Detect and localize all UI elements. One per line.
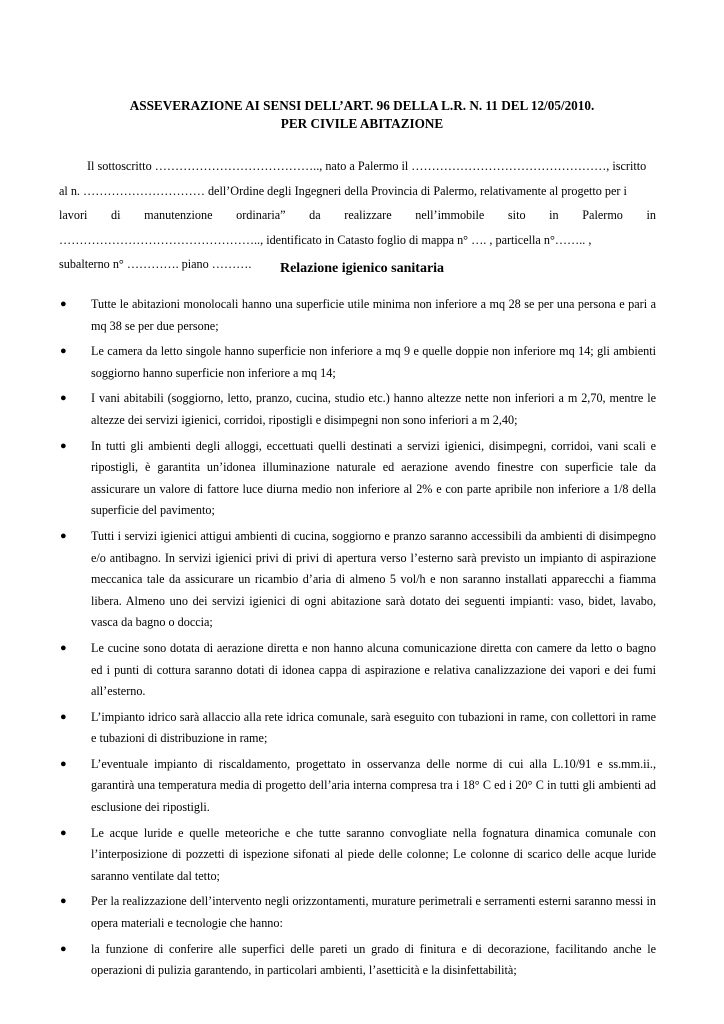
intro-line: lavori di manutenzione ordinaria” da realizzare nell’immobile sito in Palermo in [59, 208, 656, 223]
bullet-icon: ● [60, 298, 67, 310]
list-item-text: Tutti i servizi igienici attigui ambienti di cucina, soggiorno e pranzo saranno accessibili da ambienti di disimpegno e/o antibagno. In servizi igienici privi di privi di apertura verso l’esterno sarà previsto un impianto di aspirazione meccanica tale da assicurare un ricambio d’aria di almeno 5 vol/h e non saranno installati apparecchi a fiamma libera. Almeno uno dei servizi igienici di ogni abitazione sarà dotato dei seguenti impianti: vaso, bidet, lavabo, vasca da bagno o doccia; [91, 528, 656, 630]
bullet-icon: ● [60, 757, 67, 770]
intro-line: al n. ………………………… dell’Ordine degli Ingegneri della Provincia di Palermo, relativamente al progetto per i [59, 183, 627, 198]
bullet-icon: ● [60, 641, 67, 654]
bullet-icon: ● [60, 529, 67, 542]
list-item-text: L’impianto idrico sarà allaccio alla rete idrica comunale, sarà eseguito con tubazioni in rame, con collettori in rame e tubazioni di distribuzione in rame; [91, 709, 656, 746]
list-item-text: I vani abitabili (soggiorno, letto, pranzo, cucina, studio etc.) hanno altezze nette non inferiori a m 2,70, mentre le altezze dei servizi igienici, corridoi, ripostigli e disimpegni non sono inferiori a m 2,40; [91, 391, 656, 427]
list-item [60, 939, 656, 982]
intro-line: Il sottoscritto ………………………………….., nato a Palermo il …………………………………………, iscritto [87, 159, 647, 173]
bullet-icon: ● [60, 826, 67, 839]
list-item [60, 754, 656, 819]
section-title: Relazione igienico sanitaria [279, 261, 445, 276]
list-item [60, 891, 656, 934]
title-line-2: PER CIVILE ABITAZIONE [280, 116, 444, 131]
list-item-text: Tutte le abitazioni monolocali hanno una superficie utile minima non inferiore a mq 28 se per una persona e pari a mq 38 se per due persone; [91, 297, 656, 333]
list-item [60, 638, 656, 703]
requirements-list [60, 294, 656, 986]
list-item [60, 388, 656, 431]
list-item-text: la funzione di conferire alle superfici delle pareti un grado di finitura e di decorazione, facilitando anche le operazioni di pulizia garantendo, in particolari ambienti, l’asetticità e la disinfettabilità; [91, 941, 656, 978]
list-item-text: Per la realizzazione dell’intervento negli orizzontamenti, murature perimetrali e serramenti esterni saranno messi in opera materiali e tecnologie che hanno: [91, 894, 656, 931]
bullet-icon: ● [60, 392, 67, 405]
list-item-text: L’eventuale impianto di riscaldamento, progettato in osservanza delle norme di cui alla L.10/91 e ss.mm.ii., garantirà una temperatura media di progetto dell’aria interna compresa tra i 18° C ed i 20° C in tutti gli ambienti ad esclusione dei ripostigli. [91, 756, 656, 815]
list-item [60, 707, 656, 750]
list-item-text: In tutti gli ambienti degli alloggi, eccettuati quelli destinati a servizi igienici, disimpegni, corridoi, vani scali e ripostigli, è garantita un’idonea illuminazione naturale ed aerazione avendo finestre con superficie tale da assicurare un valore di fattore luce diurna medio non inferiore al 2% e con parte apribile non inferiore a 1/8 della superficie del pavimento; [91, 438, 656, 518]
title-line-1: ASSEVERAZIONE AI SENSI DELL’ART. 96 DELLA L.R. N. 11 DEL 12/05/2010. [129, 98, 595, 113]
bullet-icon: ● [60, 345, 67, 358]
list-item-text: Le acque luride e quelle meteoriche e che tutte saranno convogliate nella fognatura dinamica comunale con l’interposizione di pozzetti di ispezione sifonati al piede delle colonne; Le colonne di scarico delle acque luride saranno ventilate dal tetto; [91, 825, 656, 883]
bullet-icon: ● [60, 895, 67, 908]
list-item [60, 526, 656, 634]
list-item [60, 294, 656, 337]
list-item [60, 823, 656, 888]
intro-line: ………………………………………….., identificato in Catasto foglio di mappa n° …. , particella n°…….. , [59, 232, 592, 247]
list-item [60, 436, 656, 522]
list-item-text: Le camera da letto singole hanno superficie non inferiore a mq 9 e quelle doppie non inferiore mq 14; gli ambienti soggiorno hanno superficie non inferiore a mq 14; [91, 344, 656, 380]
bullet-icon: ● [60, 710, 67, 723]
intro-line: subalterno n° …………. piano ………. [59, 257, 252, 272]
list-item [60, 341, 656, 384]
bullet-icon: ● [60, 942, 67, 955]
document-title [0, 97, 724, 133]
bullet-icon: ● [60, 439, 67, 452]
list-item-text: Le cucine sono dotata di aerazione diretta e non hanno alcuna comunicazione diretta con camere da letto o bagno ed i punti di cottura saranno dotati di idonea cappa di aspirazione e relativa canalizzazione dei vapori e dei fumi all’esterno. [91, 640, 656, 699]
